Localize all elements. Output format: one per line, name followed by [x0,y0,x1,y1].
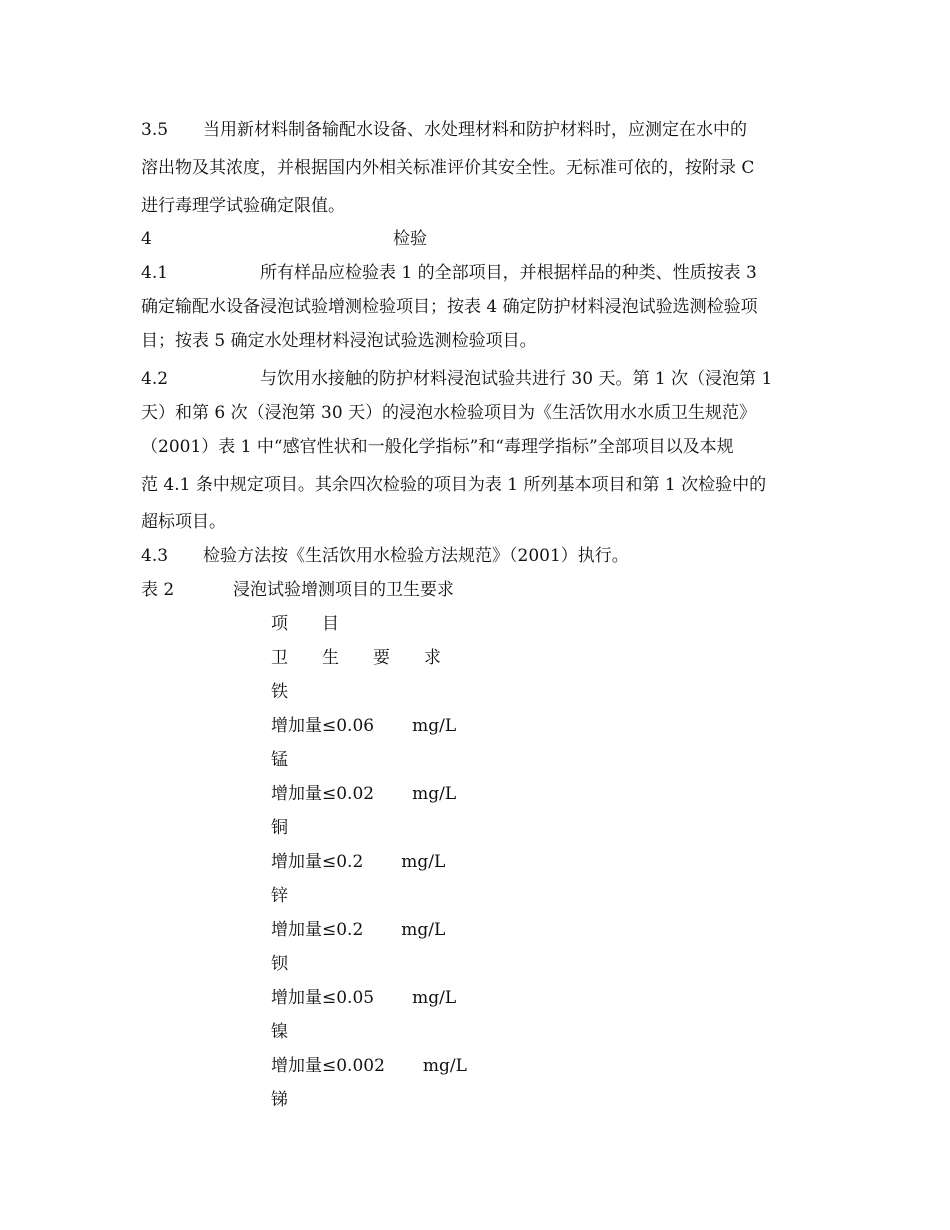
para-4-2-line4 [141,475,766,495]
para-4-2-line2 [141,403,756,423]
table-2-caption [233,580,454,600]
para-text: （2001）表 1 中“感官性状和一般化学指标”和“毒理学指标”全部项目以及本规 [141,437,734,457]
table-caption: 浸泡试验增测项目的卫生要求 [233,580,454,600]
table-row-req: 增加量≤0.06 mg/L [271,716,457,736]
table-row-item: 锌 [271,886,288,906]
table-2-label [141,580,174,600]
section-number: 4 [141,229,152,249]
table-label: 表 2 [141,580,175,600]
para-3-5-line1 [141,120,747,140]
para-3-5-line3 [141,196,345,216]
para-4-1-line2 [141,297,758,317]
para-4-2-line5 [141,512,226,532]
table-header-requirement: 卫 生 要 求 [271,648,441,668]
para-4-2-line3 [141,437,734,457]
section-title: 检验 [393,229,427,249]
section-number: 4.1 [141,263,169,283]
para-text: 目；按表 5 确定水处理材料浸泡试验选测检验项目。 [141,331,537,351]
table-row-item: 锑 [271,1090,288,1110]
table-header-item: 项 目 [271,614,339,634]
para-text: 当用新材料制备输配水设备、水处理材料和防护材料时，应测定在水中的 [203,120,748,140]
section-4-title [393,229,427,249]
para-3-5-line2 [141,158,754,178]
table-row-item: 铜 [271,818,288,838]
para-text: 超标项目。 [141,512,226,532]
para-4-1-line1 [141,263,168,283]
table-row-req: 增加量≤0.002 mg/L [271,1056,467,1076]
table-row-item: 锰 [271,750,288,770]
table-row-item: 镍 [271,1022,288,1042]
para-text: 检验方法按《生活饮用水检验方法规范》（2001）执行。 [203,546,629,566]
para-text: 所有样品应检验表 1 的全部项目，并根据样品的种类、性质按表 3 [260,263,757,283]
table-row-item: 铁 [271,682,288,702]
table-row-req: 增加量≤0.2 mg/L [271,852,446,872]
para-4-2-line1-text [260,369,772,389]
section-number: 4.3 [141,546,169,566]
section-number: 3.5 [141,120,169,140]
para-text: 进行毒理学试验确定限值。 [141,196,345,216]
section-number: 4.2 [141,369,169,389]
table-row-req: 增加量≤0.2 mg/L [271,920,446,940]
para-4-2-line1 [141,369,168,389]
para-text: 溶出物及其浓度，并根据国内外相关标准评价其安全性。无标准可依的，按附录 C [141,158,755,178]
para-text: 范 4.1 条中规定项目。其余四次检验的项目为表 1 所列基本项目和第 1 次检验中的 [141,475,767,495]
para-4-3 [141,546,629,566]
para-text: 天）和第 6 次（浸泡第 30 天）的浸泡水检验项目为《生活饮用水水质卫生规范》 [141,403,757,423]
table-row-req: 增加量≤0.05 mg/L [271,988,457,1008]
para-4-1-line3 [141,331,537,351]
para-4-1-line1-text [260,263,757,283]
para-text: 确定输配水设备浸泡试验增测检验项目；按表 4 确定防护材料浸泡试验选测检验项 [141,297,758,317]
table-row-item: 钡 [271,954,288,974]
para-text: 与饮用水接触的防护材料浸泡试验共进行 30 天。第 1 次（浸泡第 1 [260,369,773,389]
section-4-heading [141,229,152,249]
table-row-req: 增加量≤0.02 mg/L [271,784,457,804]
